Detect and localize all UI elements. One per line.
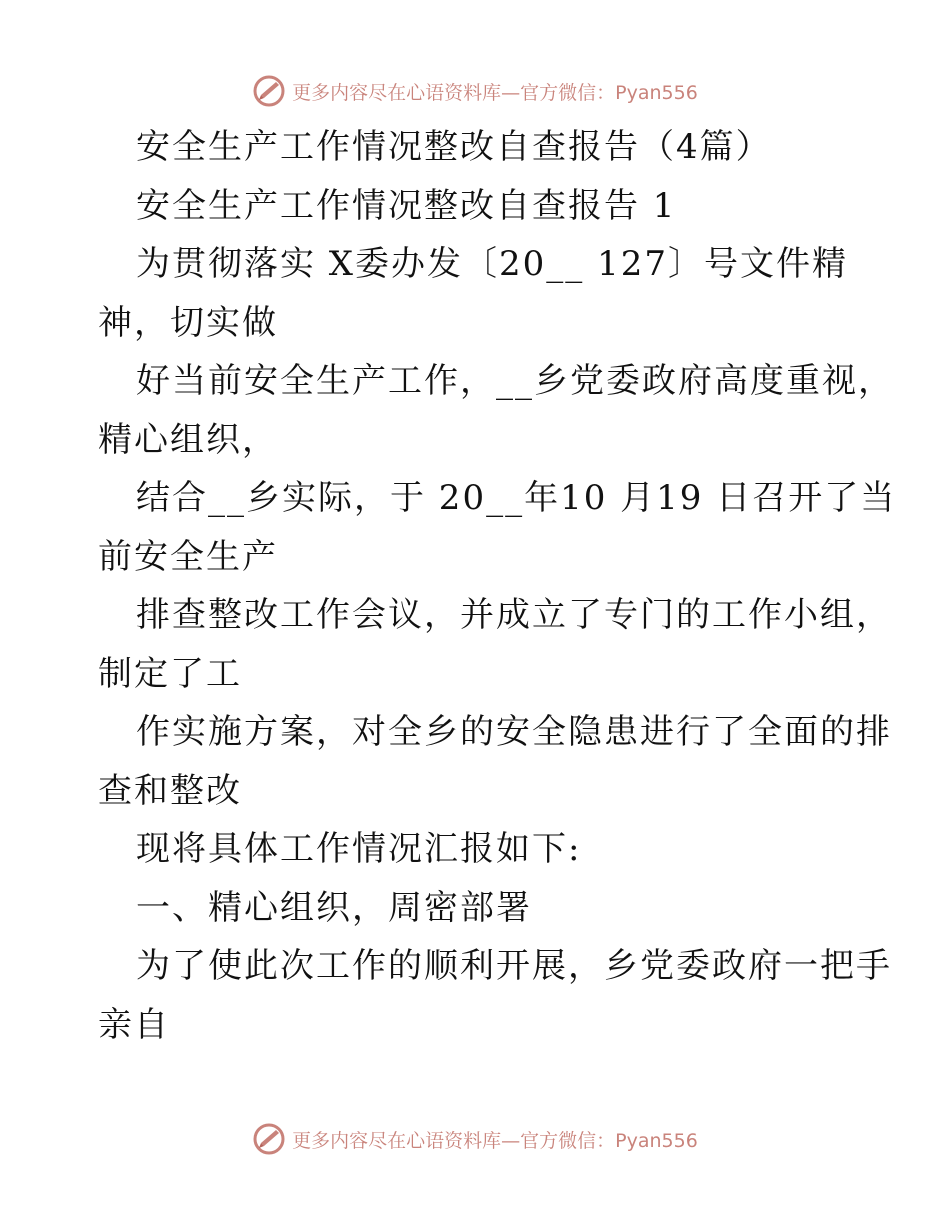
text-line: 亲自 xyxy=(98,1004,170,1045)
text-line: 作实施方案，对全乡的安全隐患进行了全面的排 xyxy=(136,712,892,752)
text-line: 结合__乡实际，于 20__年10 月19 日召开了当 xyxy=(136,478,897,518)
footer-watermark xyxy=(0,1122,950,1156)
text-line: 排查整改工作会议，并成立了专门的工作小组， xyxy=(136,595,892,635)
watermark-text: 更多内容尽在心语资料库—官方微信：Pyan556 xyxy=(292,81,698,104)
logo-icon xyxy=(252,1122,286,1156)
header-watermark xyxy=(0,74,950,108)
text-line: 安全生产工作情况整改自查报告（4篇） xyxy=(136,127,772,167)
watermark-text: 更多内容尽在心语资料库—官方微信：Pyan556 xyxy=(292,1129,698,1152)
text-line: 精心组织， xyxy=(98,419,278,460)
logo-icon xyxy=(252,74,286,108)
text-line: 神，切实做 xyxy=(98,302,278,343)
document-body xyxy=(98,118,897,1054)
text-line: 好当前安全生产工作，__乡党委政府高度重视， xyxy=(136,361,894,401)
text-line: 为贯彻落实 X委办发〔20__ 127〕号文件精 xyxy=(136,244,848,284)
text-line: 现将具体工作情况汇报如下: xyxy=(136,829,582,869)
text-line: 安全生产工作情况整改自查报告 1 xyxy=(136,185,677,226)
text-line: 为了使此次工作的顺利开展，乡党委政府一把手 xyxy=(136,946,892,986)
text-line: 前安全生产 xyxy=(98,536,278,577)
text-line: 查和整改 xyxy=(98,770,242,811)
text-line: 一、精心组织，周密部署 xyxy=(136,887,532,928)
text-line: 制定了工 xyxy=(98,653,242,694)
